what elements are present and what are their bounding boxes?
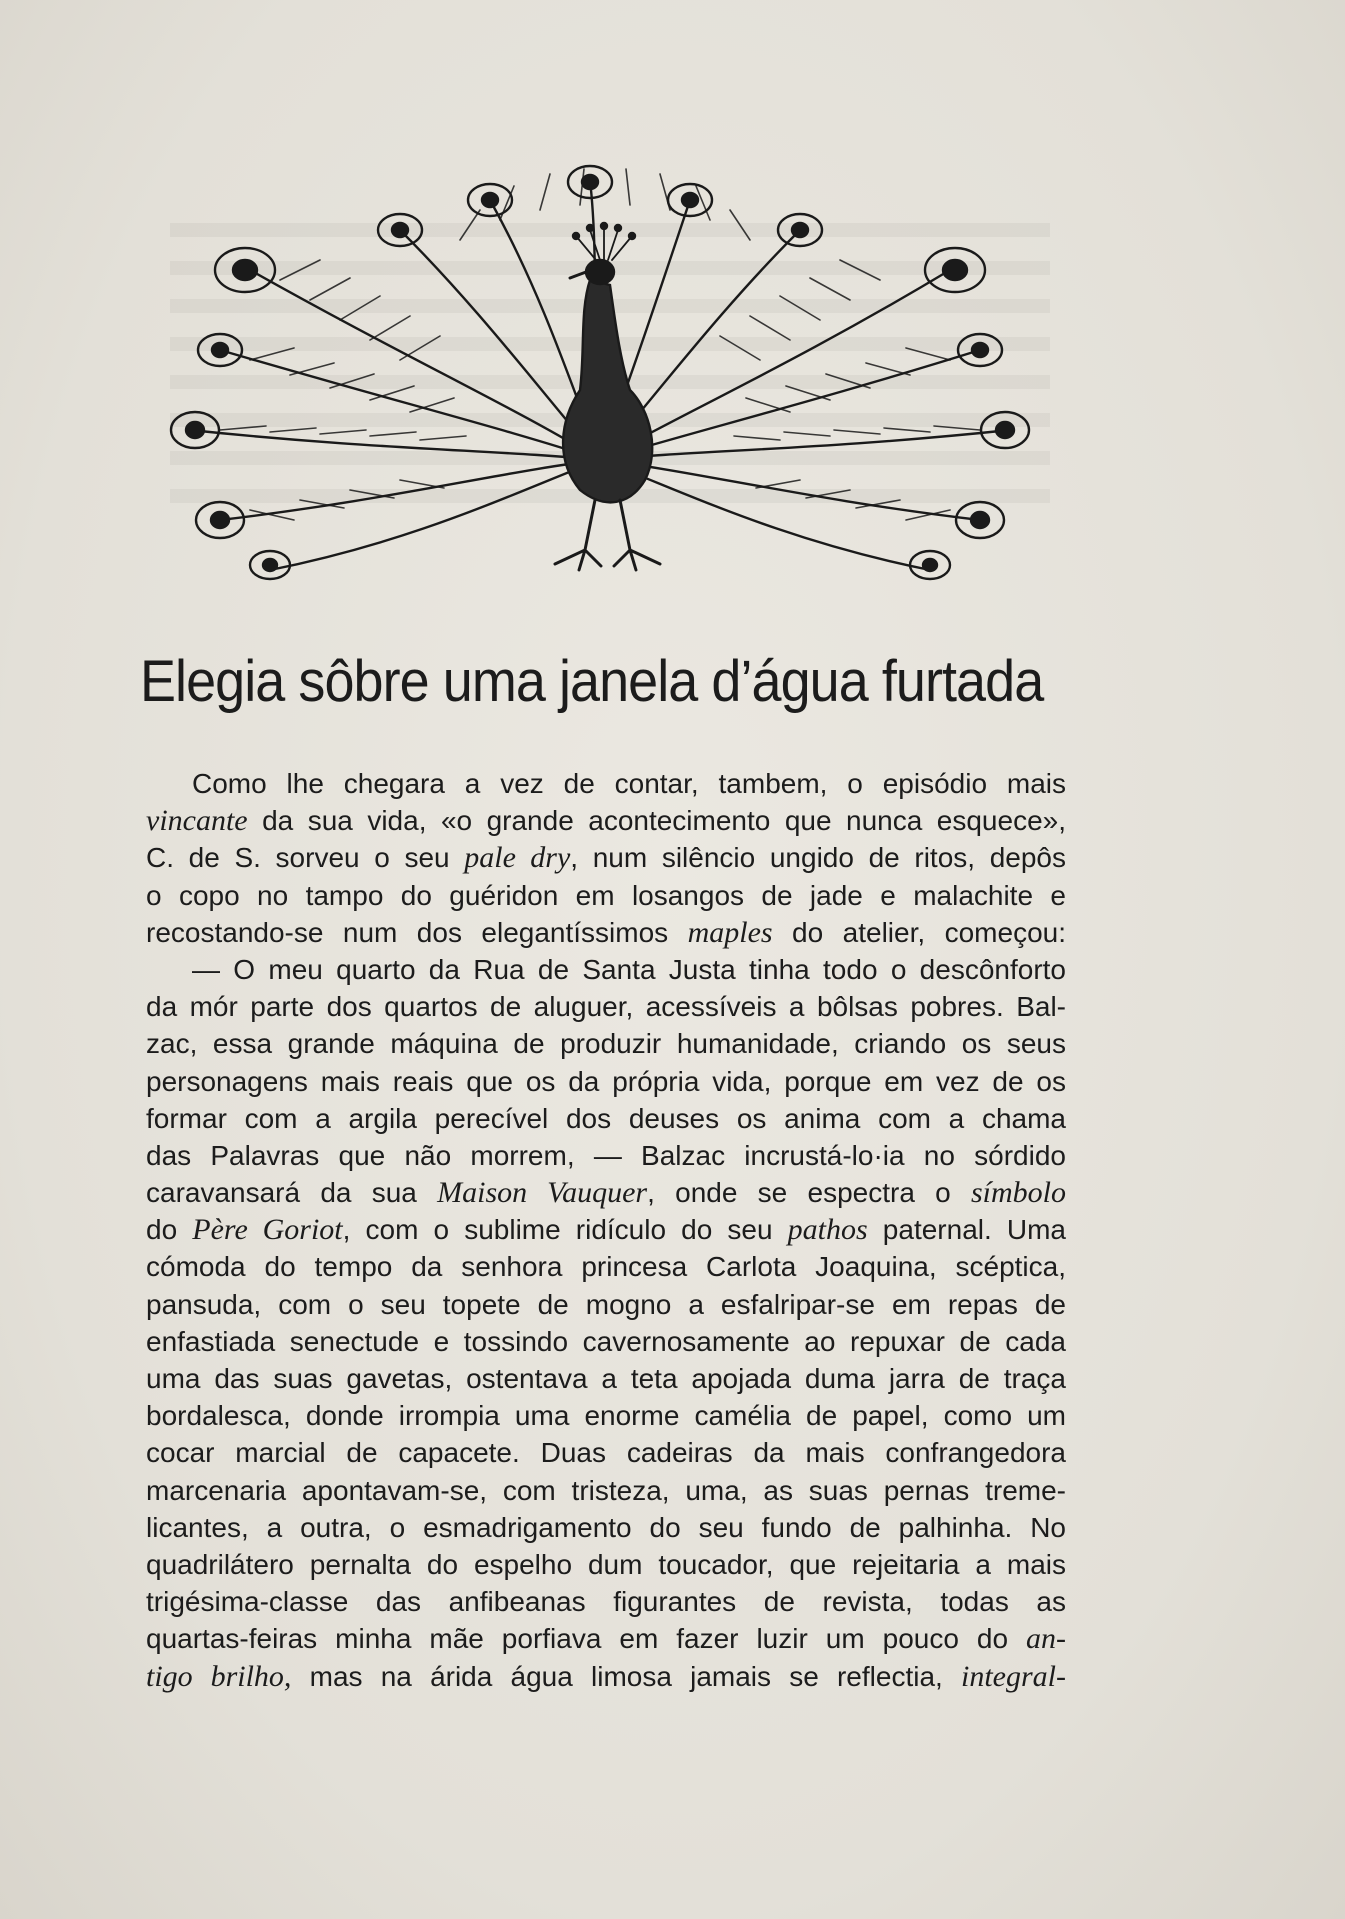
text-line — [146, 1620, 1066, 1657]
text-span: do atelier, começou: — [772, 916, 1066, 948]
text-span: quartas-feiras minha mãe porfiava em fazer luzir um pouco do — [146, 1623, 1026, 1655]
text-span: enfastiada senectude e tossindo cavernosamente ao repuxar de cada — [146, 1325, 1066, 1357]
text-span: bordalesca, donde irrompia uma enorme camélia de papel, como um — [146, 1400, 1066, 1432]
text-span: formar com a argila perecível dos deuses os anima com a chama — [146, 1102, 1066, 1134]
text-span: , onde se espectra o — [647, 1177, 971, 1209]
text-span: marcenaria apontavam-se, com tristeza, uma, as suas pernas treme- — [146, 1474, 1066, 1506]
text-line — [146, 1025, 1066, 1062]
text-span: , num silêncio ungido de ritos, depôs — [570, 842, 1066, 874]
text-span: da mór parte dos quartos de aluguer, acessíveis a bôlsas pobres. Bal- — [146, 991, 1066, 1023]
text-span: pansuda, com o seu topete de mogno a esfalripar-se em repas de — [146, 1288, 1066, 1320]
peacock-body — [555, 223, 660, 570]
text-span: do — [146, 1214, 193, 1246]
text-span: da sua vida, «o grande acontecimento que nunca esquece», — [247, 805, 1066, 837]
italic-span: símbolo — [970, 1176, 1066, 1210]
text-span: — O meu quarto da Rua de Santa Justa tinha todo o descônforto — [192, 953, 1066, 985]
text-line — [146, 802, 1066, 839]
text-line — [146, 1434, 1066, 1471]
text-span: caravansará da sua — [146, 1177, 438, 1209]
text-span: mas na árida água limosa jamais se reflectia, — [291, 1660, 961, 1692]
text-span: cocar marcial de capacete. Duas cadeiras da mais confrangedora — [146, 1437, 1066, 1469]
text-span: personagens mais reais que os da própria vida, porque em vez de os — [146, 1065, 1066, 1097]
text-line — [146, 1063, 1066, 1100]
text-span: Como lhe chegara a vez de contar, tambem, o episódio mais — [192, 768, 1066, 799]
italic-span: maples — [687, 915, 773, 949]
text-line — [146, 1509, 1066, 1546]
text-line — [146, 1397, 1066, 1434]
text-span: quadrilátero pernalta do espelho dum toucador, que rejeitaria a mais — [146, 1548, 1066, 1580]
text-span: licantes, a outra, o esmadrigamento do seu fundo de palhinha. No — [146, 1511, 1066, 1543]
text-span: C. de S. sorveu o seu — [146, 842, 465, 874]
text-span: trigésima-classe das anfibeanas figurantes de revista, todas as — [146, 1586, 1066, 1618]
text-line — [146, 1211, 1066, 1248]
text-span: o copo no tampo do guéridon em losangos de jade e malachite e — [146, 879, 1066, 911]
text-span: cómoda do tempo da senhora princesa Carlota Joaquina, scéptica, — [146, 1251, 1066, 1283]
text-line — [146, 1174, 1066, 1211]
italic-span: pathos — [787, 1213, 868, 1247]
text-span: zac, essa grande máquina de produzir humanidade, criando os seus — [146, 1028, 1066, 1060]
text-span: recostando-se num dos elegantíssimos — [146, 916, 688, 948]
text-line — [146, 1100, 1066, 1137]
text-span: uma das suas gavetas, ostentava a teta apojada duma jarra de traça — [146, 1363, 1066, 1394]
text-span: das Palavras que não morrem, — Balzac incrustá-lo·ia no sórdido — [146, 1139, 1066, 1171]
text-line — [146, 1137, 1066, 1174]
text-line — [146, 1286, 1066, 1323]
text-line — [146, 1248, 1066, 1285]
text-line — [146, 988, 1066, 1025]
text-line — [146, 765, 1066, 802]
italic-span: Maison Vauquer — [437, 1176, 648, 1210]
text-span: paternal. Uma — [867, 1214, 1066, 1246]
chapter-title: Elegia sôbre uma janela d’água furtada — [140, 649, 1044, 714]
italic-span: pale dry — [464, 841, 571, 875]
text-line — [146, 839, 1066, 876]
text-line — [146, 1360, 1066, 1397]
italic-span: Père Goriot — [192, 1213, 343, 1247]
text-line — [146, 951, 1066, 988]
text-line — [146, 1472, 1066, 1509]
body-text — [146, 765, 1066, 1695]
text-line — [146, 877, 1066, 914]
italic-span: tigo brilho, — [146, 1659, 292, 1693]
italic-span: integral- — [961, 1659, 1066, 1693]
peacock-illustration-icon — [160, 160, 1040, 590]
text-span: , com o sublime ridículo do seu — [342, 1214, 788, 1246]
text-line — [146, 1583, 1066, 1620]
text-line — [146, 1658, 1066, 1695]
italic-span: vincante — [146, 804, 248, 838]
text-line — [146, 914, 1066, 951]
italic-span: an- — [1026, 1622, 1066, 1656]
text-line — [146, 1546, 1066, 1583]
text-line — [146, 1323, 1066, 1360]
